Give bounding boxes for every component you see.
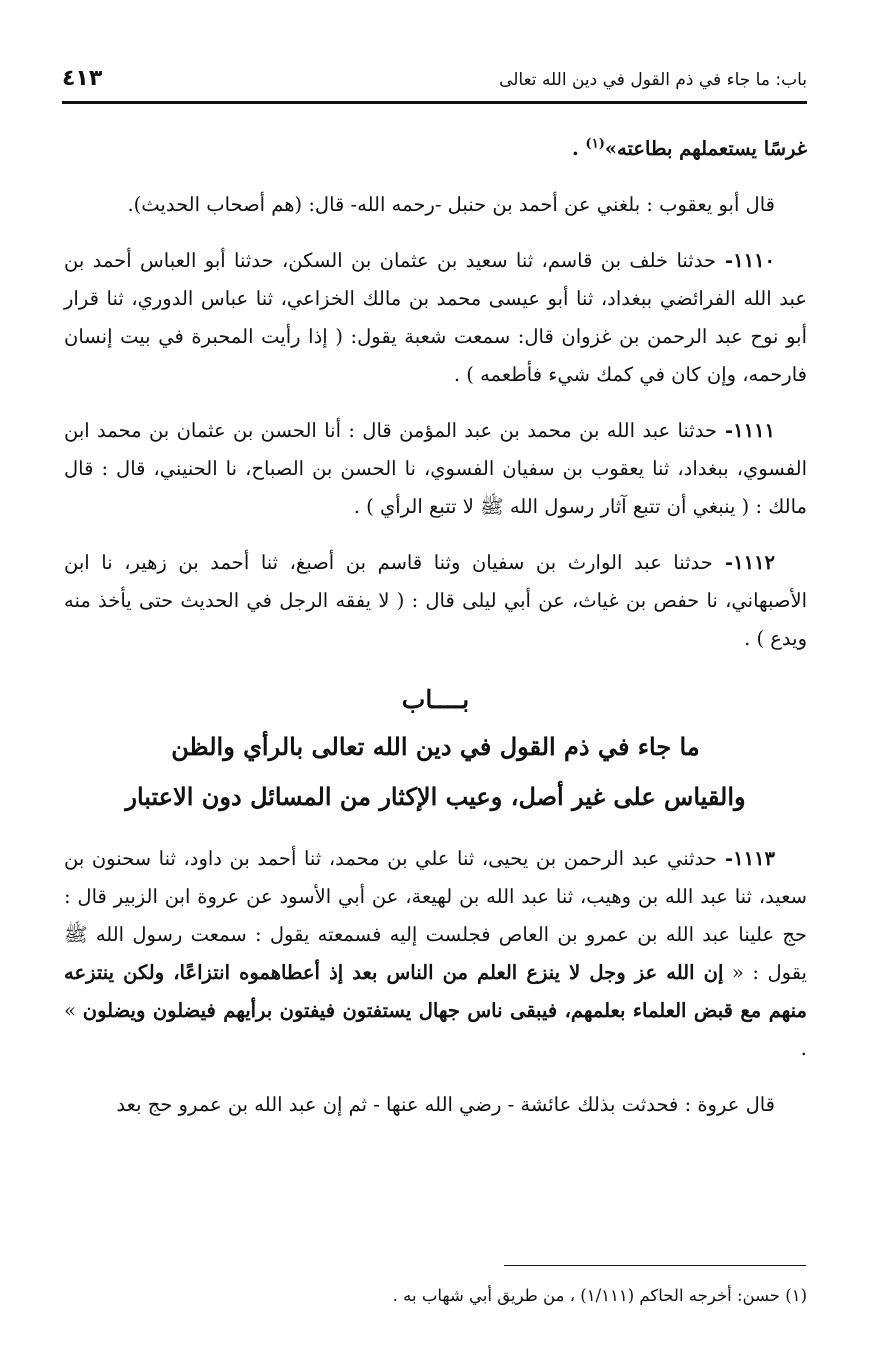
hadith-1111: [64, 412, 807, 526]
running-title: باب: ما جاء في ذم القول في دين الله تعالى: [499, 70, 807, 90]
page-number: ٤١٣: [62, 66, 103, 91]
header-rule: [62, 101, 807, 104]
hadith-quote: إن الله عز وجل لا ينزع العلم من الناس بعد إذ أعطاهموه انتزاعًا، ولكن ينتزعه منهم مع قبض العلماء بعلمهم، فيبقى ناس جهال يستفتون فيفتون برأيهم فيضلون ويضلون: [64, 961, 807, 1022]
footnote-ref: (١): [585, 136, 605, 152]
hadith-number: ١١١١-: [717, 419, 775, 442]
hadith-text: حدثنا عبد الله بن محمد بن عبد المؤمن قال : أنا الحسن بن عثمان بن محمد ابن الفسوي، ببغداد، ثنا يعقوب بن سفيان الفسوي، نا الحسن بن الصباح، نا الحنيني، قال : قال مالك : ( ينبغي أن تتبع آثار رسول الله ﷺ لا تتبع الرأي ) .: [64, 419, 807, 518]
page-body: [64, 120, 807, 1124]
chapter-title-line-1: ما جاء في ذم القول في دين الله تعالى بالرأي والظن: [171, 732, 700, 761]
hadith-number: ١١١٣-: [716, 847, 776, 870]
footnote: (١) حسن: أخرجه الحاكم (١/١١١) ، من طريق أبي شهاب به .: [392, 1286, 807, 1305]
hadith-text: حدثني عبد الرحمن بن يحيى، ثنا علي بن محمد، ثنا أحمد بن داود، ثنا سحنون بن سعيد، ثنا عبد الله بن وهيب، ثنا عبد الله بن لهيعة، عن أبي الأسود عن عروة ابن الزبير قال : حج علينا عبد الله بن عمرو بن العاص فجلست إليه فسمعته يقول : سمعت رسول الله ﷺ يقول : «: [64, 847, 807, 984]
hadith-text: حدثنا عبد الوارث بن سفيان وثنا قاسم بن أصبغ، ثنا أحمد بن زهير، نا ابن الأصبهاني، نا حفص بن غياث، عن أبي ليلى قال : ( لا يفقه الرجل في الحديث حتى يأخذ منه ويدع ) .: [64, 551, 807, 650]
continuation-line: [64, 130, 807, 168]
hadith-1112: [64, 544, 807, 658]
chapter-word: بــــاب: [401, 685, 470, 714]
hadith-number: ١١١٠-: [716, 249, 775, 272]
hadith-end: » .: [64, 999, 807, 1060]
page-header: [62, 58, 807, 98]
hadith-text: حدثنا خلف بن قاسم، ثنا سعيد بن عثمان بن السكن، حدثنا أبو العباس أحمد بن عبد الله الفرائضي ببغداد، ثنا أبو عيسى محمد بن مالك الخزاعي، ثنا عباس الدوري، ثنا قرار أبو نوح عبد الرحمن بن غزوان قال: سمعت شعبة يقول: ( إذا رأيت المحبرة في بيت إنسان فارحمه، وإن كان في كمك شيء فأطعمه ) .: [64, 249, 807, 386]
hadith-1110: [64, 242, 807, 394]
continuation-end: .: [571, 137, 586, 160]
paragraph-urwa: قال عروة : فحدثت بذلك عائشة - رضي الله عنها - ثم إن عبد الله بن عمرو حج بعد: [116, 1093, 775, 1116]
hadith-1113: [64, 840, 807, 1068]
continuation-text: غرسًا يستعملهم بطاعته»: [604, 137, 807, 160]
chapter-heading: [64, 678, 807, 822]
footnote-rule: [504, 1265, 806, 1266]
paragraph-abu-yaqub: قال أبو يعقوب : بلغني عن أحمد بن حنبل -رحمه الله- قال: (هم أصحاب الحديث).: [127, 193, 775, 216]
chapter-title-line-2: والقياس على غير أصل، وعيب الإكثار من المسائل دون الاعتبار: [125, 782, 746, 811]
hadith-number: ١١١٢-: [712, 551, 775, 574]
